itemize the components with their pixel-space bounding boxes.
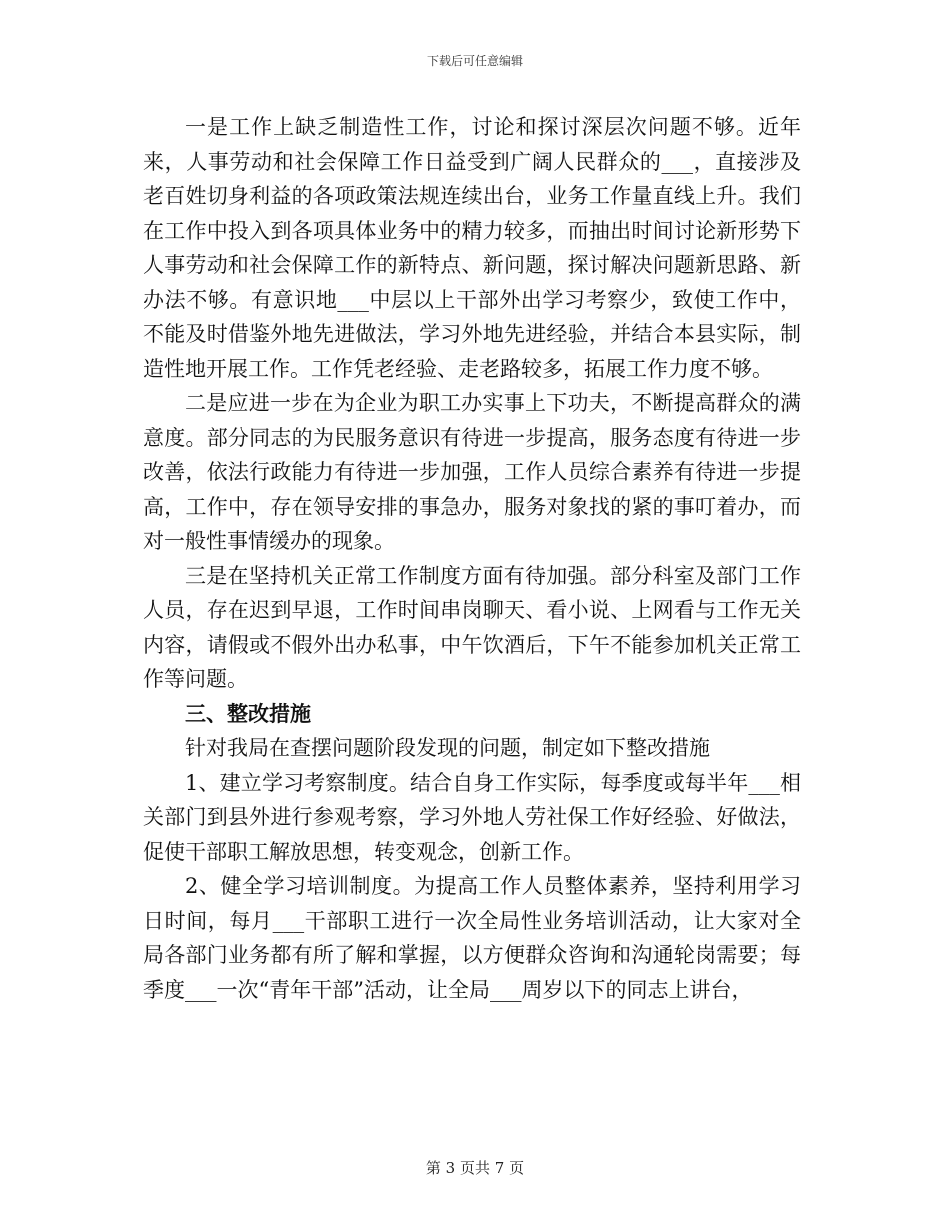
paragraph-1: 一是工作上缺乏制造性工作，讨论和探讨深层次问题不够。近年来，人事劳动和社会保障工作日益受到广阔人民群众的___，直接涉及老百姓切身利益的各项政策法规连续出台，业务工作量直线上升。我们在工作中投入到各项具体业务中的精力较多，而抽出时间讨论新形势下人事劳动和社会保障工作的新特点、新问题，探讨解决问题新思路、新办法不够。有意识地___中层以上干部外出学习考察少，致使工作中，不能及时借鉴外地先进做法，学习外地先进经验，并结合本县实际，制造性地开展工作。工作凭老经验、走老路较多，拓展工作力度不够。 [143, 115, 801, 381]
paragraph-2: 二是应进一步在为企业为职工办实事上下功夫，不断提高群众的满意度。部分同志的为民服务意识有待进一步提高，服务态度有待进一步改善，依法行政能力有待进一步加强，工作人员综合素养有待进一步提高，工作中，存在领导安排的事急办，服务对象找的紧的事叮着办，而对一般性事情缓办的现象。 [143, 391, 801, 553]
page-number: 第 3 页共 7 页 [425, 1159, 525, 1177]
document-body [143, 110, 801, 1007]
paragraph-3: 三是在坚持机关正常工作制度方面有待加强。部分科室及部门工作人员，存在迟到早退，工作时间串岗聊天、看小说、上网看与工作无关内容，请假或不假外出办私事，中午饮酒后，下午不能参加机关正常工作等问题。 [143, 563, 801, 691]
measure-2: 2、健全学习培训制度。为提高工作人员整体素养，坚持利用学习日时间，每月___干部职工进行一次全局性业务培训活动，让大家对全局各部门业务都有所了解和掌握，以方便群众咨询和沟通轮岗需要；每季度___一次“青年干部”活动，让全局___周岁以下的同志上讲台， [143, 874, 801, 1002]
measure-1: 1、建立学习考察制度。结合自身工作实际，每季度或每半年___相关部门到县外进行参观考察，学习外地人劳社保工作好经验、好做法，促使干部职工解放思想，转变观念，创新工作。 [143, 770, 801, 864]
section-intro: 针对我局在查摆问题阶段发现的问题，制定如下整改措施 [185, 736, 710, 760]
section-heading: 三、整改措施 [185, 701, 311, 726]
page-header: 下载后可任意编辑 [426, 54, 523, 68]
